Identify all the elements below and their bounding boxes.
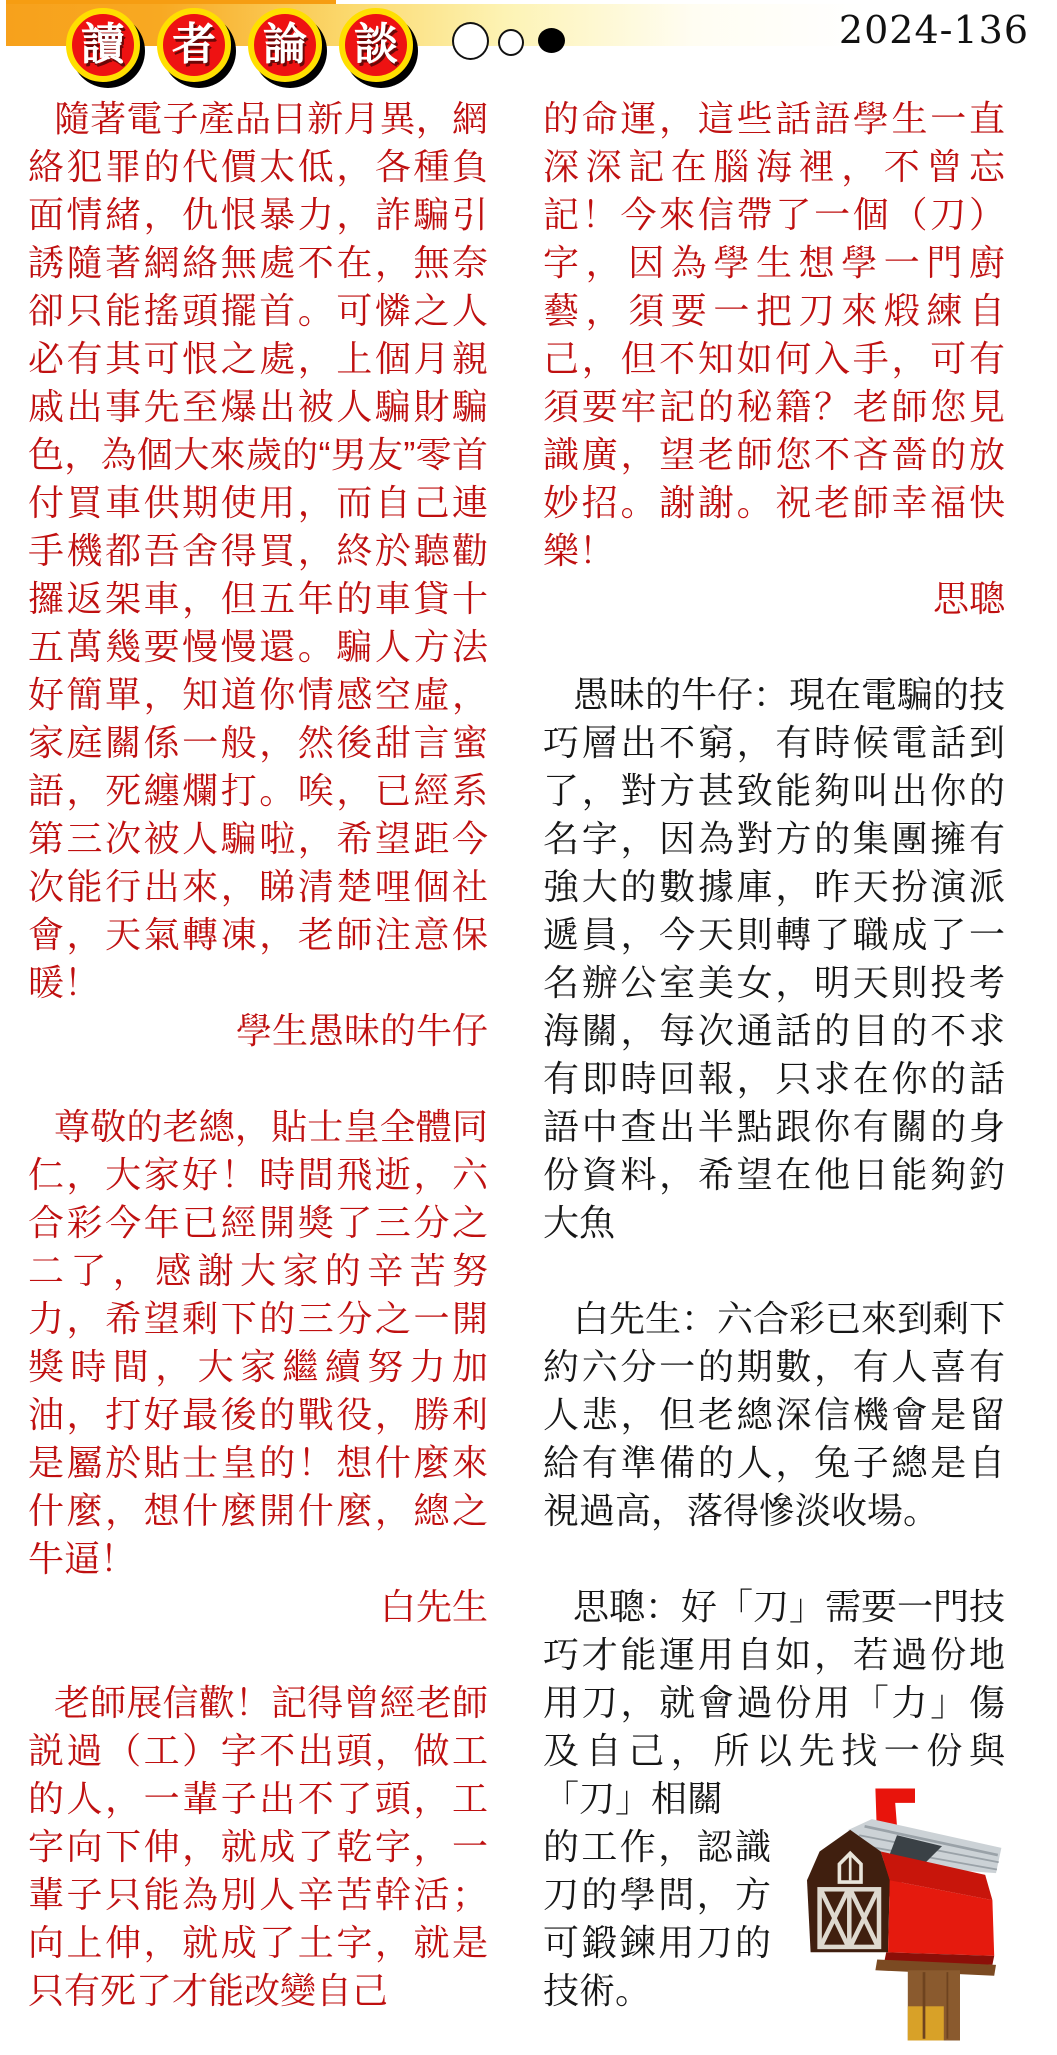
letter3-part2: 的命運，這些話語學生一直深深記在腦海裡，不曾忘記！今來信帶了一個（刀）字，因為學生想學一門廚藝，須要一把刀來煅練自己，但不知如何入手，可有須要牢記的秘籍？老師您見識廣，望老師您不吝嗇的放妙招。謝謝。祝老師幸福快樂！ <box>543 98 1005 571</box>
decorative-dot-black-icon <box>538 28 565 53</box>
masthead-badge-char: 論 <box>263 20 307 69</box>
masthead-badge-4 <box>339 8 413 82</box>
masthead <box>0 0 1057 100</box>
letter1-body: 隨著電子產品日新月異，網絡犯罪的代價太低，各種負面情緒，仇恨暴力，詐騙引誘隨著網絡無處不在，無奈卻只能搖頭擺首。可憐之人必有其可恨之處，上個月親戚出事先至爆出被人騙財騙色，為個大來歲的“男友”零首付買車供期使用，而自己連手機都吾舍得買，終於聽勸攞返架車，但五年的車貸十五萬幾要慢慢還。騙人方法好簡單，知道你情感空虛，家庭關係一般，然後甜言蜜語，死纏爛打。唉，已經系第三次被人騙啦，希望距今次能行出來，睇清楚哩個社會，天氣轉凍，老師注意保暖！ <box>28 98 488 1003</box>
masthead-badge-3 <box>248 8 322 82</box>
masthead-badge-char: 者 <box>172 20 216 69</box>
masthead-badge-char: 談 <box>354 20 398 69</box>
reply-to-sicong-part1: 思聰：好「刀」需要一門技巧才能運用自如，若過份地用刀，就會過份用「力」傷及自己，所以先找一份與「刀」相關 <box>543 1586 1006 1819</box>
left-column <box>28 95 488 2015</box>
right-column <box>543 95 1005 2055</box>
letter1-signature: 學生愚昧的牛仔 <box>235 1010 488 1051</box>
text-mailbox-row <box>543 1823 1005 2055</box>
barn-mailbox-image <box>771 1765 1005 2055</box>
reply-to-mr-bai: 白先生：六合彩已來到剩下約六分一的期數，有人喜有人悲，但老總深信機會是留給有準備的人，兔子總是自視過高，落得慘淡收場。 <box>543 1298 1006 1531</box>
reply-to-sicong-part2: 的工作，認識刀的學問，方可鍛鍊用刀的技術。 <box>543 1826 771 2011</box>
letter2-signature: 白先生 <box>379 1586 488 1627</box>
decorative-dot-small-icon <box>498 29 524 56</box>
reply-to-cowboy: 愚昧的牛仔：現在電騙的技巧層出不窮，有時候電話到了，對方甚致能夠叫出你的名字，因為對方的集團擁有強大的數據庫，昨天扮演派遞員，今天則轉了職成了一名辦公室美女，明天則投考海關，每次通話的目的不求有即時回報，只求在你的話語中查出半點跟你有關的身份資料，希望在他日能夠釣大魚 <box>543 674 1006 1243</box>
letter3-signature: 思聰 <box>932 578 1005 619</box>
masthead-badge-2 <box>157 8 231 82</box>
masthead-badge-char: 讀 <box>81 20 125 69</box>
letter2-body: 尊敬的老總，貼士皇全體同仁，大家好！時間飛逝，六合彩今年已經開獎了三分之二了，感謝大家的辛苦努力，希望剩下的三分之一開獎時間，大家繼續努力加油，打好最後的戰役，勝利是屬於貼士皇的！想什麼來什麼，想什麼開什麼，總之牛逼！ <box>28 1106 488 1579</box>
letter3-part1: 老師展信歡！記得曾經老師説過（工）字不出頭，做工的人，一輩子出不了頭，工字向下伸，就成了乾字，一輩子只能為別人辛苦幹活；向上伸，就成了土字，就是只有死了才能改變自己 <box>28 1682 488 2011</box>
decorative-dot-large-icon <box>452 22 489 60</box>
issue-number: 2024-136 <box>838 8 1029 52</box>
masthead-badge-1 <box>66 8 140 82</box>
